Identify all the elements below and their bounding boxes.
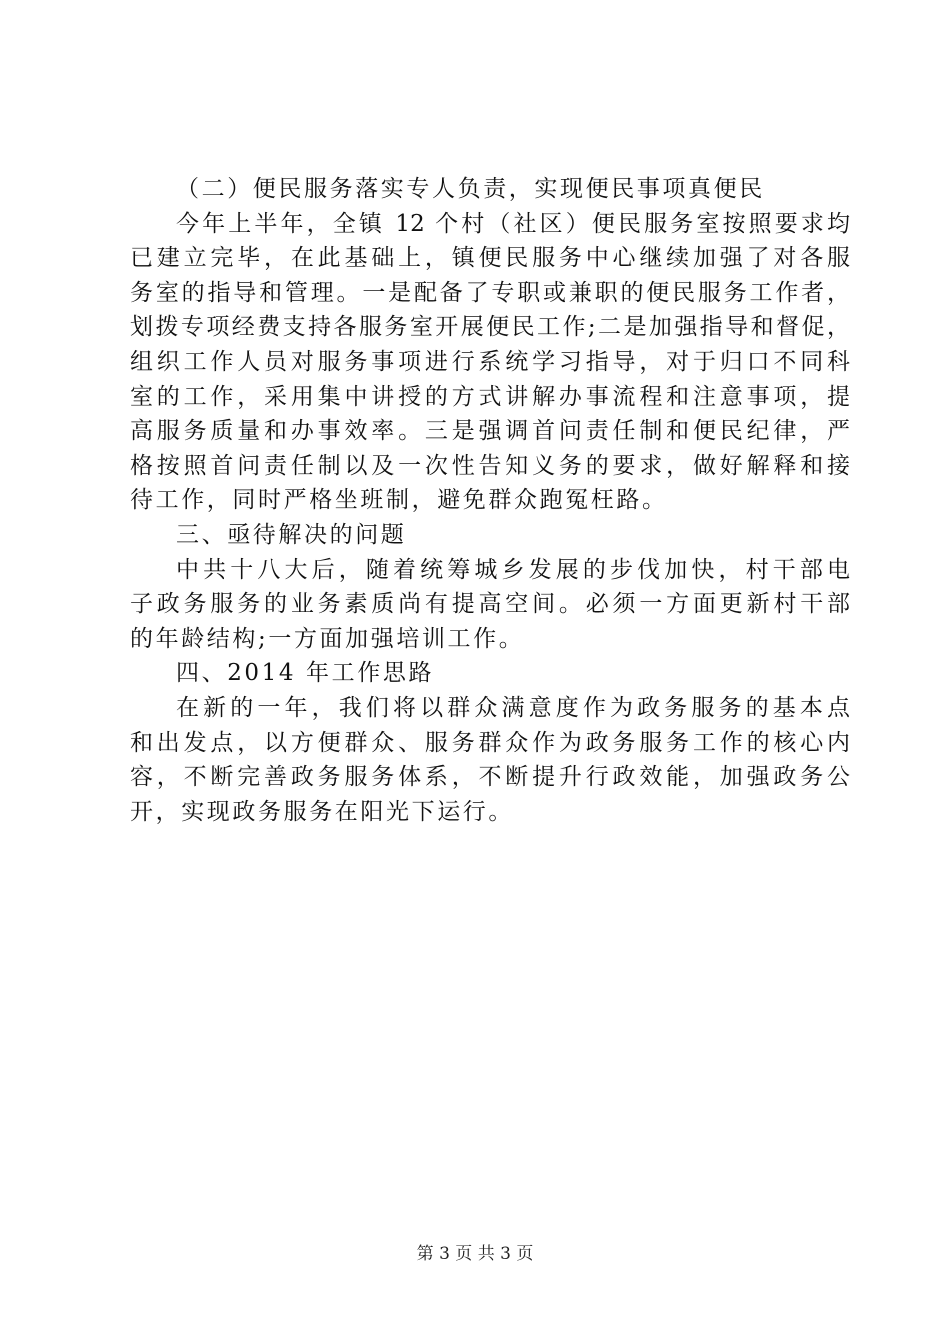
paragraph-line: 子政务服务的业务素质尚有提高空间。必须一方面更新村干部	[130, 591, 850, 618]
paragraph-line: 组织工作人员对服务事项进行系统学习指导，对于归口不同科	[130, 348, 850, 375]
paragraph-line: 开，实现政务服务在阳光下运行。	[130, 798, 514, 825]
paragraph-line: 务室的指导和管理。一是配备了专职或兼职的便民服务工作者，	[130, 279, 850, 306]
paragraph-line: 划拨专项经费支持各服务室开展便民工作;二是加强指导和督促，	[130, 314, 850, 341]
paragraph-line: 高服务质量和办事效率。三是强调首问责任制和便民纪律，严	[130, 418, 850, 445]
paragraph-line: 待工作，同时严格坐班制，避免群众跑冤枉路。	[130, 487, 668, 514]
paragraph-line: 室的工作，采用集中讲授的方式讲解办事流程和注意事项，提	[130, 383, 850, 410]
paragraph-line: 容，不断完善政务服务体系，不断提升行政效能，加强政务公	[130, 764, 850, 791]
section-heading: 三、亟待解决的问题	[176, 521, 407, 548]
paragraph-line: 在新的一年，我们将以群众满意度作为政务服务的基本点	[176, 694, 850, 721]
paragraph-line: 中共十八大后，随着统筹城乡发展的步伐加快，村干部电	[176, 556, 850, 583]
paragraph-line: 格按照首问责任制以及一次性告知义务的要求，做好解释和接	[130, 452, 850, 479]
paragraph-line: 已建立完毕，在此基础上，镇便民服务中心继续加强了对各服	[130, 245, 850, 272]
paragraph-line: 今年上半年，全镇 12 个村（社区）便民服务室按照要求均	[176, 210, 850, 237]
document-body	[130, 172, 850, 829]
section-heading: 四、2014 年工作思路	[176, 660, 435, 687]
paragraph-line: 的年龄结构;一方面加强培训工作。	[130, 625, 525, 652]
section-heading: （二）便民服务落实专人负责，实现便民事项真便民	[176, 176, 765, 202]
page-footer: 第 3 页 共 3 页	[416, 1244, 534, 1264]
paragraph-line: 和出发点，以方便群众、服务群众作为政务服务工作的核心内	[130, 729, 850, 756]
